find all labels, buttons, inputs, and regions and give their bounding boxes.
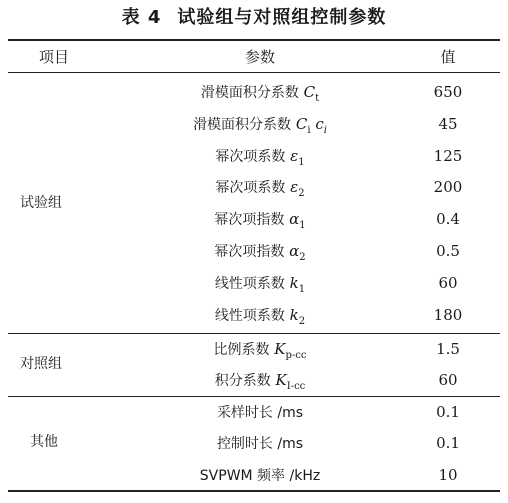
param-subscript: 1: [298, 157, 305, 168]
param-label: 幂次项指数: [214, 244, 285, 260]
value-cell: 1.5: [436, 340, 460, 358]
table-title: 试验组与对照组控制参数: [177, 7, 387, 28]
param-subscript: 2: [298, 188, 305, 199]
param-cell: [100, 305, 420, 332]
param-label: 线性项系数: [214, 308, 285, 324]
param-label: 线性项系数: [214, 276, 285, 292]
group-label: 试验组: [20, 195, 62, 211]
param-subscript: 2: [299, 252, 306, 263]
param-subscript: I-cc: [286, 381, 306, 392]
value-cell: 0.1: [436, 403, 460, 421]
param-subscript: 1: [299, 220, 306, 231]
param-subscript: 1: [298, 284, 306, 295]
param-extra-symbol: c: [315, 115, 324, 133]
param-cell: [100, 82, 420, 109]
value-cell: 60: [438, 371, 458, 389]
param-cell: [100, 339, 420, 366]
param-symbol: ε: [290, 178, 299, 196]
value-cell: 60: [438, 274, 458, 292]
value-cell: 650: [433, 83, 463, 101]
param-cell: [100, 114, 420, 141]
param-label: 比例系数: [213, 342, 270, 358]
bottom-rule: [8, 490, 500, 492]
param-subscript: 2: [298, 316, 306, 327]
param-cell: [100, 241, 420, 268]
param-label: 幂次项系数: [215, 180, 286, 196]
param-label: 滑模面积分系数: [193, 117, 292, 133]
param-symbol: α: [289, 242, 300, 260]
param-cell: [100, 146, 420, 173]
header-group: 项目: [38, 48, 69, 66]
value-cell: 200: [433, 178, 463, 196]
param-symbol: k: [289, 306, 299, 324]
param-cell: [100, 177, 420, 204]
header-param: 参数: [244, 48, 275, 66]
param-subscript: i: [307, 125, 311, 136]
param-symbol: k: [289, 274, 299, 292]
param-cell: [100, 465, 420, 486]
value-cell: 10: [438, 466, 458, 484]
param-label: SVPWM 频率 /kHz: [199, 468, 321, 484]
table-number: 表 4: [121, 7, 162, 28]
value-cell: 0.1: [436, 434, 460, 452]
value-cell: 0.4: [436, 210, 460, 228]
group-divider: [8, 333, 500, 334]
table-caption: [0, 5, 508, 31]
param-subscript: p-cc: [285, 350, 307, 361]
param-cell: [100, 370, 420, 397]
param-label: 幂次项系数: [215, 149, 286, 165]
param-label: 积分系数: [214, 373, 271, 389]
param-symbol: C: [295, 115, 308, 133]
param-symbol: K: [275, 371, 287, 389]
param-extra-subscript: i: [323, 125, 327, 136]
param-cell: [100, 209, 420, 236]
top-rule: [8, 39, 500, 41]
param-symbol: α: [289, 210, 300, 228]
value-cell: 125: [433, 147, 463, 165]
param-cell: [100, 402, 420, 423]
group-divider: [8, 396, 500, 397]
param-subscript: t: [315, 93, 320, 104]
param-label: 采样时长 /ms: [216, 405, 304, 421]
param-symbol: ε: [290, 147, 299, 165]
param-label: 幂次项指数: [214, 212, 285, 228]
param-cell: [100, 273, 420, 300]
param-label: 滑模面积分系数: [200, 85, 299, 101]
group-label: 对照组: [20, 356, 62, 372]
param-symbol: C: [303, 83, 316, 101]
param-symbol: K: [274, 340, 286, 358]
header-value: 值: [440, 48, 456, 66]
value-cell: 0.5: [436, 242, 460, 260]
param-cell: [100, 433, 420, 454]
value-cell: 180: [433, 306, 463, 324]
value-cell: 45: [438, 115, 458, 133]
group-label: 其他: [30, 434, 58, 450]
header-rule: [8, 72, 500, 73]
param-label: 控制时长 /ms: [216, 436, 304, 452]
